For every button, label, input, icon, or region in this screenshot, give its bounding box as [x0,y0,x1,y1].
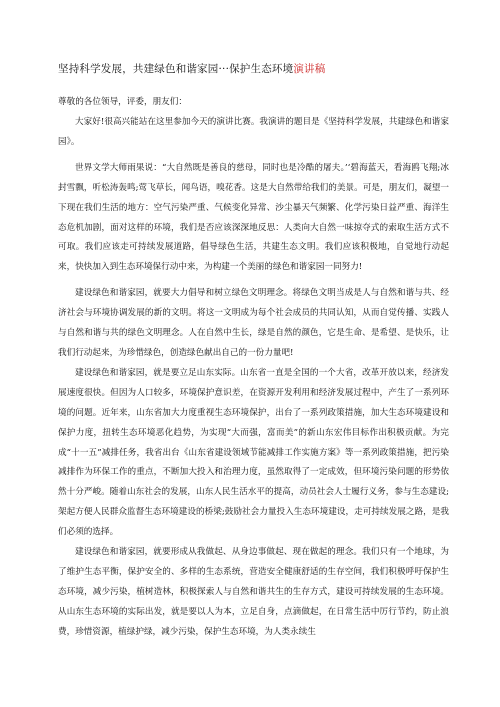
title-suffix: 演讲稿 [293,63,326,75]
paragraph-shandong: 建设绿色和谐家园，就是要立足山东实际。山东省一直是全国的一个大省，改革开放以来，经济发展速度很快。但因为人口较多，环境保护意识差，在资源开发利用和经济发展过程中，产生了一系列环境的问题。近年来，山东省加大力度重视生态环境保护，出台了一系列政策措施，加大生态环境建设和保护力度，扭转生态环境恶化趋势，为实现“大而强，富而美”的新山东宏伟目标作出积极贡献。为完成“十一五”减排任务，我省出台《山东省建设领域节能减排工作实施方案》等一系列政策措施，把污染减排作为环保工作的重点，不断加大投入和治理力度，虽然取得了一定成效，但环境污染问题的形势依然十分严峻。随着山东社会的发展，山东人民生活水平的提高，动员社会人士履行义务，参与生态建设;架起方便人民群众监督生态环境建设的桥梁;鼓励社会力量投入生态环境建设，走可持续发展之路，是我们必须的选择。 [58,367,449,538]
greeting: 尊敬的各位领导，评委，朋友们： [58,97,187,107]
paragraph-intro: 大家好!很高兴能站在这里参加今天的演讲比赛。我演讲的题目是《坚持科学发展，共建绿色和谐家园》。 [58,117,449,147]
paragraph-green-civilization: 建设绿色和谐家园，就要大力倡导和树立绿色文明理念。将绿色文明当成是人与自然和谐与共、经济社会与环境协调发展的新的文明。将这一文明成为每个社会成员的共同认知，从而自觉传播、实践人与自然和谐与共的绿色文明理念。人在自然中生长，绿是自然的颜色，它是生命、是希望、是快乐，让我们行动起来，为珍惜绿色，创造绿色献出自己的一份力量吧! [58,288,449,358]
paragraph-start-from-me: 建设绿色和谐家园，就要形成从我做起、从身边事做起、现在做起的理念。我们只有一个地球，为了维护生态平衡，保护安全的、多样的生态系统，营造安全健康舒适的生存空间，我们积极呼吁保护生态环境，减少污染，植树造林，积极探索人与自然和谐共生的生存方式，建设可持续发展的生态环境。从山东生态环境的实际出发，就是要以人为本，立足自身，点滴做起，在日常生活中厉行节约，防止浪费，珍惜资源，植绿护绿，减少污染，保护生态环境，为人类永续生 [58,547,449,637]
document-title [58,62,449,76]
document-page [58,0,449,643]
paragraph-hugo-quote: 世界文学大师雨果说：“大自然既是善良的慈母，同时也是冷酷的屠夫。’‘碧海蓝天，看海鸥飞翔;冰封雪飘，听松涛轰鸣;莺飞草长，闻鸟语，嗅花香。这是大自然带给我们的美景。可是，朋友们，凝望一下现在我们生活的地方：空气污染严重、气候变化异常、沙尘暴天气频繁、化学污染日益严重、海洋生态危机加剧，面对这样的环境，我们是否应该深深地反思：人类向大自然一味掠夺式的索取生活方式不可取。我们应该走可持续发展道路，倡导绿色生活，共建生态文明。我们应该积极地，自觉地行动起来，快快加入到生态环境保行动中来，为构建一个美丽的绿色和谐家园一同努力! [58,162,449,273]
title-main: 坚持科学发展，共建绿色和谐家园···保护生态环境 [58,63,294,75]
